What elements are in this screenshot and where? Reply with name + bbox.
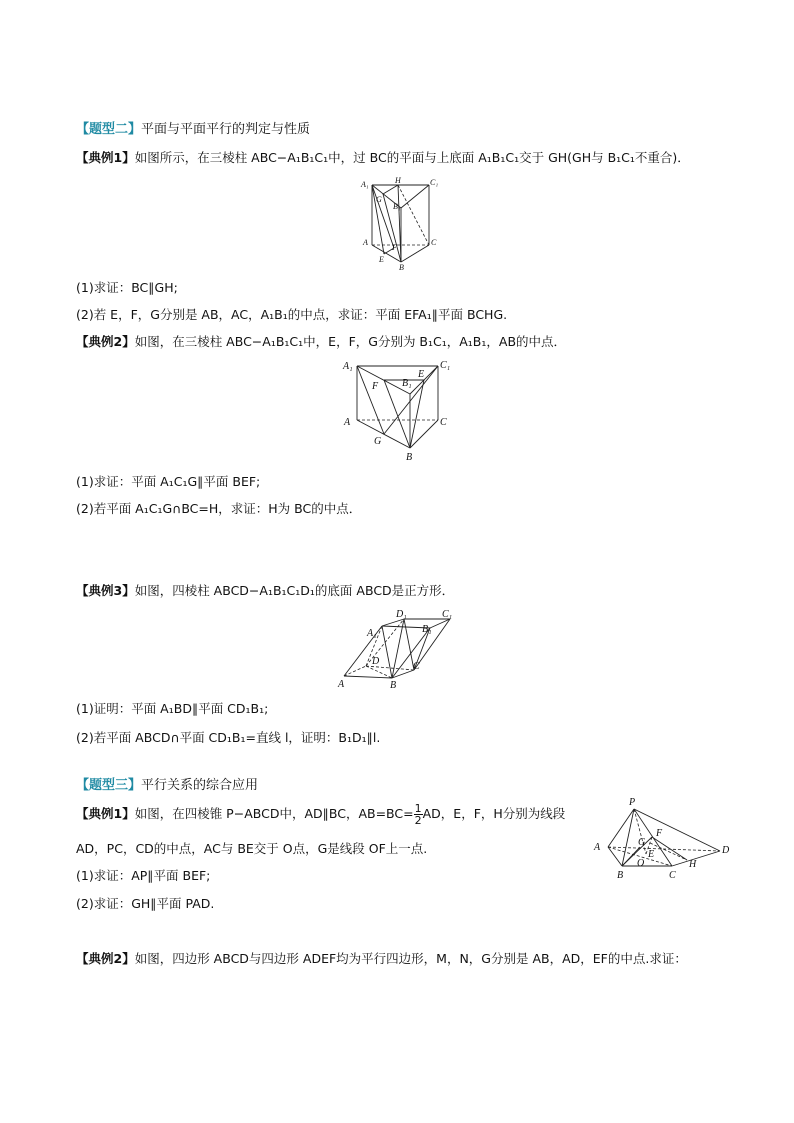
ex2-1-q2: (2)若 E，F，G分别是 AB，AC，A₁B₁的中点，求证：平面 EFA₁∥平面 BCHG. <box>76 307 508 322</box>
fig1-label-B: B <box>399 263 404 272</box>
fig3-label-A: A <box>338 679 345 690</box>
fig3-label-D: D <box>372 656 380 667</box>
fraction-numerator: 1 <box>414 802 422 815</box>
fig2-label-B1: B₁ <box>402 378 412 389</box>
section-3-title <box>76 777 258 795</box>
fraction-one-half <box>414 803 423 826</box>
fig4-label-G: G <box>638 837 646 848</box>
fig4-label-H: H <box>689 859 697 870</box>
fig2-label-G: G <box>374 436 382 447</box>
fig4-label-P: P <box>629 797 636 808</box>
ex3-2-statement <box>76 950 687 968</box>
ex2-2-q2: (2)若平面 A₁C₁G∩BC=H，求证：H为 BC的中点． <box>76 501 362 516</box>
ex2-2-q1: (1)求证：平面 A₁C₁G∥平面 BEF; <box>76 474 261 489</box>
section-2-tag: 【题型二】 <box>76 122 142 137</box>
ex2-2-text: 如图，在三棱柱 ABC−A₁B₁C₁中，E，F，G分别为 B₁C₁，A₁B₁，AB的中点． <box>134 334 567 349</box>
fraction-denominator: 2 <box>414 814 422 827</box>
fig2-label-C1: C₁ <box>440 360 451 371</box>
ex3-1-statement <box>76 803 565 826</box>
fig4-label-D: D <box>722 845 730 856</box>
ex2-1-statement <box>76 149 690 167</box>
fig2-label-A1: A₁ <box>343 361 353 372</box>
ex3-1-q1: (1)求证：AP∥平面 BEF; <box>76 868 211 883</box>
ex2-1-q1: (1)求证：BC∥GH; <box>76 280 178 295</box>
fig4-label-A: A <box>594 842 601 853</box>
fig1-label-H: H <box>395 176 401 185</box>
fig1-label-C: C <box>431 238 437 247</box>
figure-prism-2 <box>338 356 466 464</box>
section-3-heading: 平行关系的综合应用 <box>141 778 259 793</box>
fig3-label-A1: A₁ <box>367 628 377 639</box>
fig1-label-F: F <box>392 243 397 252</box>
ex2-3-tag: 【典例3】 <box>76 583 135 598</box>
fig2-label-F: F <box>372 381 379 392</box>
fig2-label-B: B <box>406 452 413 463</box>
ex2-3-q1: (1)证明：平面 A₁BD∥平面 CD₁B₁; <box>76 701 269 716</box>
ex2-1-text: 如图所示，在三棱柱 ABC−A₁B₁C₁中，过 BC的平面与上底面 A₁B₁C₁交于 GH(GH与 B₁C₁不重合)． <box>134 150 690 165</box>
fig4-label-F: F <box>656 828 663 839</box>
fig3-label-B1: B₁ <box>422 624 432 635</box>
fig1-label-E: E <box>379 255 384 264</box>
ex3-2-text: 如图，四边形 ABCD与四边形 ADEF均为平行四边形，M，N，G分别是 AB，AD，EF的中点.求证： <box>134 951 687 966</box>
figure-pyramid <box>590 793 730 883</box>
ex2-3-statement <box>76 582 454 600</box>
fig4-label-O: O <box>637 858 645 869</box>
ex3-1-tag: 【典例1】 <box>76 806 135 821</box>
fig1-label-G: G <box>376 195 382 204</box>
ex3-1-line2: AD，PC，CD的中点，AC与 BE交于 O点，G是线段 OF上一点. <box>76 841 428 856</box>
ex2-3-text: 如图，四棱柱 ABCD−A₁B₁C₁D₁的底面 ABCD是正方形． <box>134 583 455 598</box>
section-2-title <box>76 121 310 139</box>
ex3-1-q2: (2)求证：GH∥平面 PAD. <box>76 896 215 911</box>
fig3-label-C: C <box>413 661 420 672</box>
fig4-label-B: B <box>617 870 624 881</box>
figure-prism-3 <box>336 606 466 692</box>
fig1-label-A1: A₁ <box>361 180 369 189</box>
fig3-label-D1: D₁ <box>396 609 407 620</box>
ex2-2-tag: 【典例2】 <box>76 334 135 349</box>
fig3-label-B: B <box>390 680 397 691</box>
fig1-label-C1: C₁ <box>430 178 439 187</box>
ex2-1-tag: 【典例1】 <box>76 150 135 165</box>
fig2-label-A: A <box>344 417 351 428</box>
fig1-label-B1: B₁ <box>393 202 401 211</box>
section-3-tag: 【题型三】 <box>76 778 142 793</box>
fig2-label-E: E <box>418 369 425 380</box>
fig3-label-C1: C₁ <box>442 609 453 620</box>
ex2-3-q2: (2)若平面 ABCD∩平面 CD₁B₁=直线 l，证明：B₁D₁∥l. <box>76 730 381 745</box>
fig1-label-A: A <box>363 238 368 247</box>
ex2-2-statement <box>76 333 566 351</box>
ex3-2-tag: 【典例2】 <box>76 951 135 966</box>
figure-prism-1 <box>356 172 446 272</box>
ex3-1-text-b: AD，E，F，H分别为线段 <box>422 806 566 821</box>
section-2-heading: 平面与平面平行的判定与性质 <box>141 122 311 137</box>
fig4-label-E: E <box>648 849 655 860</box>
ex3-1-text-a: 如图，在四棱锥 P−ABCD中，AD∥BC，AB=BC= <box>134 806 414 821</box>
fig2-label-C: C <box>440 417 447 428</box>
fig4-label-C: C <box>669 870 676 881</box>
